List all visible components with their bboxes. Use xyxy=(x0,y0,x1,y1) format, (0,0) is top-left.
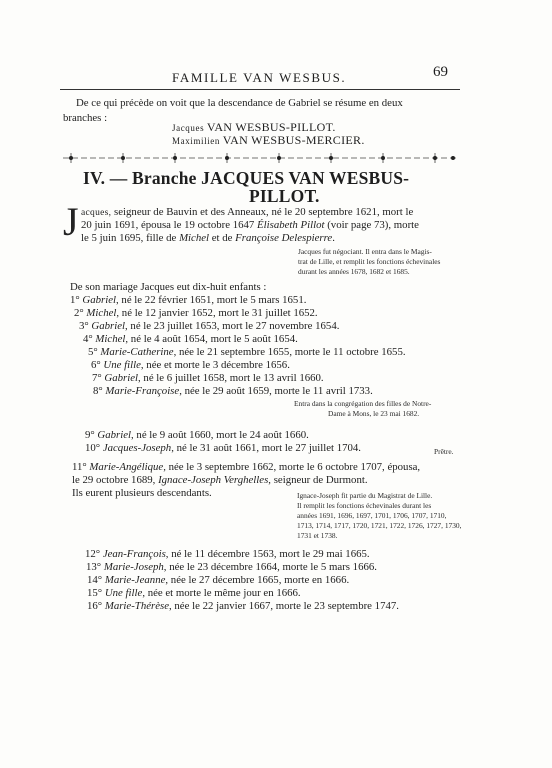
child-dates: , né le 11 décembre 1563, mort le 29 mai 1665. xyxy=(165,548,370,560)
child-entry xyxy=(83,333,298,345)
child-entry xyxy=(85,548,370,560)
running-header-title: FAMILLE VAN WESBUS. xyxy=(172,70,347,85)
paragraph-line xyxy=(81,219,419,231)
child-name: Jean-François xyxy=(102,548,166,560)
child-number: 14° xyxy=(87,574,103,586)
child-entry-continued: Ils eurent plusieurs descendants. xyxy=(72,487,212,499)
margin-note: durant les années 1678, 1682 et 1685. xyxy=(298,267,410,276)
paragraph-text: seigneur de Bauvin et des Anneaux, né le 20 septembre 1621, mort le xyxy=(111,206,414,218)
child-dates: , né le 4 août 1654, mort le 5 août 1654. xyxy=(125,333,298,345)
child-name: Marie-Françoise xyxy=(105,385,180,397)
child-entry xyxy=(74,307,318,319)
margin-note: années 1691, 1696, 1697, 1701, 1706, 1707, 1710, xyxy=(297,511,447,520)
margin-note: Entra dans la congrégation des filles de Notre- xyxy=(294,399,432,408)
child-number: 4° xyxy=(83,333,93,345)
child-name: Jacques-Joseph xyxy=(102,442,172,454)
paragraph-text: et de xyxy=(209,232,236,244)
child-number: 12° xyxy=(85,548,101,560)
child-entry xyxy=(93,385,373,397)
margin-note: trat de Lille, et remplit les fonctions échevinales xyxy=(298,257,441,266)
drop-cap: J xyxy=(63,199,79,244)
child-dates: , né le 12 janvier 1652, mort le 31 juillet 1652. xyxy=(116,307,318,319)
child-name: Gabriel xyxy=(104,372,139,384)
child-entry-continued xyxy=(72,474,368,486)
person-name: Michel xyxy=(179,232,210,244)
person-name: Ignace-Joseph Verghelles xyxy=(158,474,269,486)
child-name: Michel xyxy=(95,333,126,345)
child-entry xyxy=(85,429,309,441)
paragraph-line xyxy=(81,206,413,219)
child-name: Gabriel xyxy=(91,320,126,332)
child-entry xyxy=(87,587,301,599)
child-dates: , né le 9 août 1660, mort le 24 août 1660. xyxy=(131,429,309,441)
paragraph-text: (voir page 73), morte xyxy=(324,219,419,231)
child-dates: , né le 22 février 1651, mort le 5 mars 1651. xyxy=(116,294,307,306)
child-entry xyxy=(70,294,306,306)
header-rule xyxy=(60,89,460,90)
branch-given-name: Maximilien xyxy=(172,136,220,146)
paragraph-line xyxy=(81,232,335,244)
child-name: Michel xyxy=(86,307,117,319)
child-number: 5° xyxy=(88,346,98,358)
margin-note: Ignace-Joseph fit partie du Magistrat de Lille. xyxy=(297,491,433,500)
branch-given-name: Jacques xyxy=(172,123,205,133)
ornamental-divider xyxy=(63,151,459,165)
person-name: Élisabeth Pillot xyxy=(257,219,325,231)
child-number: 11° xyxy=(72,461,87,473)
margin-note: Il remplit les fonctions échevinales durant les xyxy=(297,501,432,510)
section-title: IV. — Branche JACQUES VAN WESBUS- xyxy=(83,168,410,188)
child-number: 13° xyxy=(86,561,102,573)
child-dates: , née le 23 décembre 1664, morte le 5 mars 1666. xyxy=(163,561,377,573)
paragraph-text: 20 juin 1691, épousa le 19 octobre 1647 xyxy=(81,219,258,231)
child-entry xyxy=(91,359,290,371)
child-number: 8° xyxy=(93,385,103,397)
child-dates: , né le 31 août 1661, mort le 27 juillet 1704. xyxy=(171,442,362,454)
child-dates: , née et morte le 3 décembre 1656. xyxy=(140,359,290,371)
child-name: Marie-Thérèse xyxy=(104,600,169,612)
child-dates: , née et morte le même jour en 1666. xyxy=(142,587,301,599)
child-dates: , née le 22 janvier 1667, morte le 23 septembre 1747. xyxy=(169,600,399,612)
section-title-continued: PILLOT. xyxy=(249,186,320,206)
child-entry xyxy=(88,346,406,358)
child-name: Une fille xyxy=(104,587,143,599)
child-dates: , né le 6 juillet 1658, mort le 13 avril 1660. xyxy=(138,372,324,384)
child-name: Une fille xyxy=(103,359,141,371)
child-dates: , née le 27 décembre 1665, morte en 1666. xyxy=(165,574,350,586)
child-number: 10° xyxy=(85,442,101,454)
child-name: Marie-Joseph xyxy=(103,561,164,573)
child-number: 2° xyxy=(74,307,84,319)
child-entry xyxy=(72,461,420,473)
child-number: 6° xyxy=(91,359,101,371)
child-name: Marie-Catherine xyxy=(100,346,174,358)
person-name: Françoise Delespierre xyxy=(235,232,333,244)
branch-surname: VAN WESBUS-PILLOT. xyxy=(206,120,336,134)
intro-line: branches : xyxy=(63,112,108,124)
margin-note: Jacques fut négociant. Il entra dans le Magis- xyxy=(298,247,432,256)
smallcaps-name: acques, xyxy=(81,208,112,218)
paragraph-text: , seigneur de Durmont. xyxy=(268,474,368,486)
paragraph-text: le 5 juin 1695, fille de xyxy=(81,232,180,244)
child-dates: , née le 21 septembre 1655, morte le 11 octobre 1655. xyxy=(173,346,406,358)
paragraph-text: le 29 octobre 1689, xyxy=(72,474,159,486)
child-number: 7° xyxy=(92,372,102,384)
child-entry xyxy=(87,574,349,586)
child-name: Gabriel xyxy=(82,294,117,306)
child-dates: , née le 29 août 1659, morte le 11 avril 1733. xyxy=(179,385,373,397)
child-entry xyxy=(87,600,399,612)
page-number: 69 xyxy=(433,64,448,80)
child-name: Gabriel xyxy=(97,429,132,441)
margin-note: 1731 et 1738. xyxy=(297,531,338,540)
margin-note: 1713, 1714, 1717, 1720, 1721, 1722, 1726, 1727, 1730, xyxy=(297,521,462,530)
branch-maximilien xyxy=(172,134,365,147)
child-number: 16° xyxy=(87,600,103,612)
child-number: 3° xyxy=(79,320,89,332)
children-intro: De son mariage Jacques eut dix-huit enfants : xyxy=(70,281,267,293)
child-number: 9° xyxy=(85,429,95,441)
child-dates: , née le 3 septembre 1662, morte le 6 octobre 1707, épousa, xyxy=(163,461,421,473)
child-entry xyxy=(79,320,339,332)
child-name: Marie-Jeanne xyxy=(104,574,166,586)
child-number: 15° xyxy=(87,587,103,599)
branch-surname: VAN WESBUS-MERCIER. xyxy=(222,133,365,147)
child-number: 1° xyxy=(70,294,80,306)
child-entry xyxy=(92,372,324,384)
child-name: Marie-Angélique xyxy=(89,461,164,473)
child-entry xyxy=(85,442,361,454)
intro-line: De ce qui précède on voit que la descendance de Gabriel se résume en deux xyxy=(76,97,403,109)
child-dates: , né le 23 juillet 1653, mort le 27 novembre 1654. xyxy=(125,320,340,332)
margin-note: Dame à Mons, le 23 mai 1682. xyxy=(328,409,420,418)
margin-note: Prêtre. xyxy=(434,447,454,456)
paragraph-text: . xyxy=(332,232,335,244)
child-entry xyxy=(86,561,377,573)
